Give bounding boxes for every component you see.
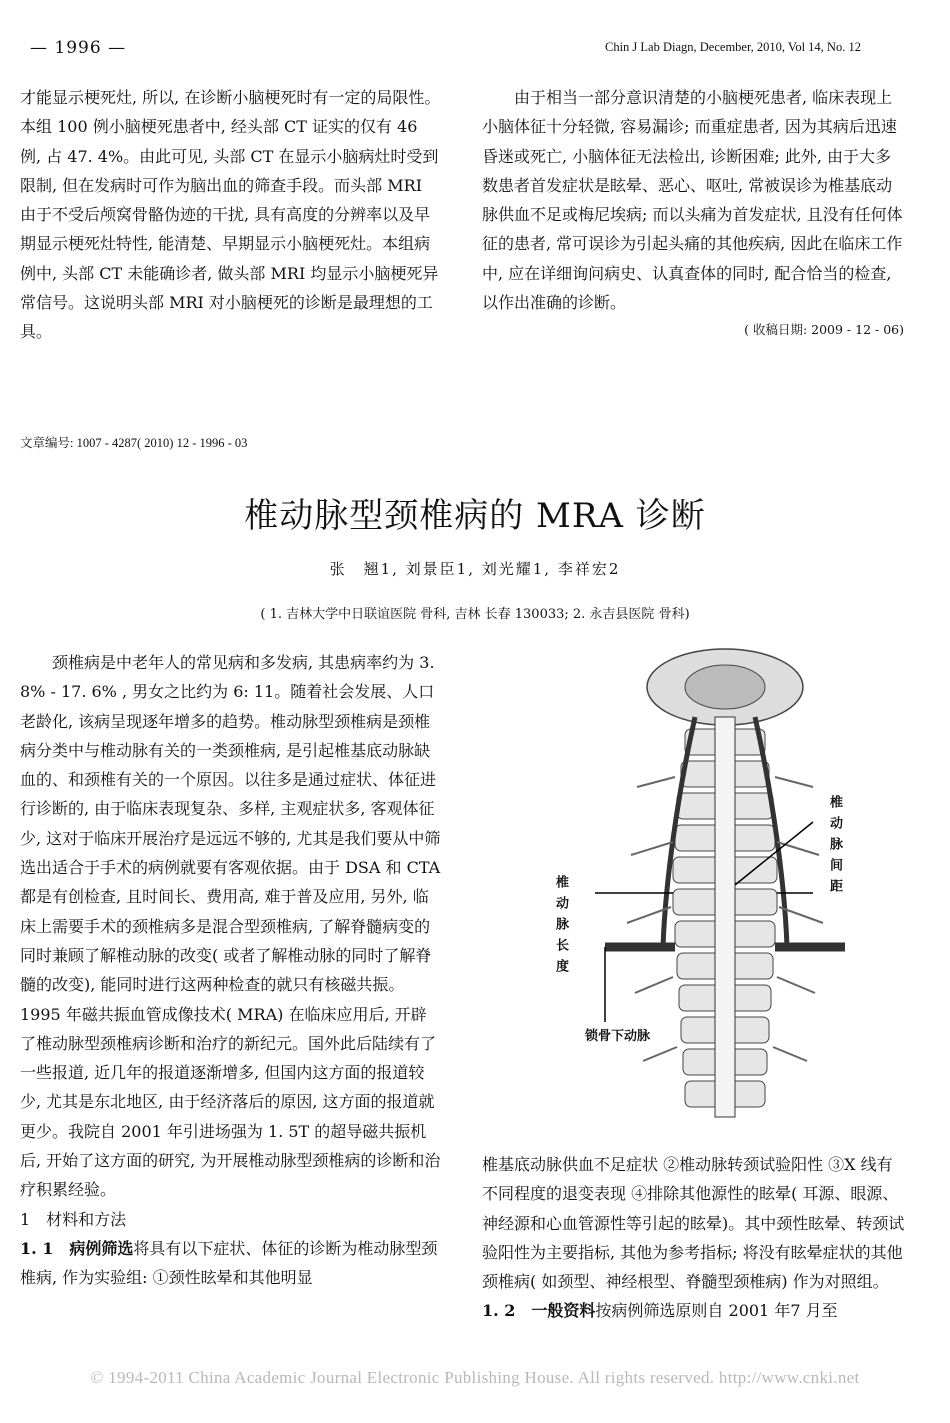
top-left-column xyxy=(20,83,442,347)
affiliation: ( 1. 吉林大学中日联谊医院 骨科, 吉林 长春 130033; 2. 永吉县医院 骨科) xyxy=(260,607,690,622)
body-left-column xyxy=(20,648,442,1293)
section-1-2-heading: 1. 2 一般资料 xyxy=(482,1301,596,1321)
label-artery-length: 椎动脉长度 xyxy=(553,875,568,980)
section-1-2-text: 按病例筛选原则自 2001 年7 月至 xyxy=(595,1301,838,1321)
spine-illustration xyxy=(545,647,905,1127)
vertebral-artery-figure xyxy=(545,647,905,1127)
intro-paragraph: 颈椎病是中老年人的常见病和多发病, 其患病率约为 3. 8% - 17. 6% , 男女之比约为 6: 11。随着社会发展、人口老龄化, 该病呈现逐年增多的趋势。椎动脉型颈椎病是颈椎病分类中与椎动脉有关的一类颈椎病, 是引起椎基底动脉缺血的、和颈椎有关的一个原因。以往多是通过症状、体征进行诊断的, 由于临床表现复杂、多样, 主观症状多, 客观体征少, 这对于临床开展治疗是远远不够的, 尤其是我们要从中筛选出适合于手术的病例就要有客观依据。由于 DSA 和 CTA 都是有创检查, 且时间长、费用高, 难于普及应用, 另外, 临床上需要手术的颈椎病多是混合型颈椎病, 了解脊髓病变的同时兼顾了解椎动脉的改变( 或者了解椎动脉的同时了解脊髓的改变), 能同时进行这两种检查的就只有核磁共振。1995 年磁共振血管成像技术( MRA) 在临床应用后, 开辟了椎动脉型颈椎病诊断和治疗的新纪元。国外此后陆续有了一些报道, 近几年的报道逐渐增多, 但国内这方面的报道较少, 尤其是东北地区, 由于经济落后的原因, 这方面的报道就更少。我院自 2001 年引进场强为 1. 5T 的超导磁共振机后, 开始了这方面的研究, 为开展椎动脉型颈椎病的诊断和治疗积累经验。 xyxy=(20,653,441,1200)
article-number: 文章编号: 1007 - 4287( 2010) 12 - 1996 - 03 xyxy=(20,436,248,450)
top-right-column xyxy=(482,83,904,341)
section-1-1-text: 将具有以下症状、体征的诊断为椎动脉型颈椎病, 作为实验组: ①颈性眩晕和其他明显 xyxy=(20,1238,438,1288)
top-left-paragraph: 才能显示梗死灶, 所以, 在诊断小脑梗死时有一定的局限性。本组 100 例小脑梗死患者中, 经头部 CT 证实的仅有 46 例, 占 47. 4%。由此可见, 头部 CT 在显示小脑病灶时受到限制, 但在发病时可作为脑出血的筛查手段。而头部 MRI 由于不受后颅窝骨骼伪迹的干扰, 具有高度的分辨率以及早期显示梗死灶特性, 能清楚、早期显示小脑梗死灶。本组病例中, 头部 CT 未能确诊者, 做头部 MRI 均显示小脑梗死异常信号。这说明头部 MRI 对小脑梗死的诊断是最理想的工具。 xyxy=(20,88,441,342)
article-title: 椎动脉型颈椎病的 MRA 诊断 xyxy=(244,496,706,536)
page-number: — 1996 — xyxy=(30,38,127,58)
section-1-heading: 1 材料和方法 xyxy=(20,1209,127,1229)
copyright-footer: © 1994-2011 China Academic Journal Electronic Publishing House. All rights reserved. http://www.cnki.net xyxy=(90,1368,860,1387)
label-subclavian-artery: 锁骨下动脉 xyxy=(585,1029,651,1044)
section-1-1-heading: 1. 1 病例筛选 xyxy=(20,1238,134,1258)
label-artery-distance: 椎动脉间距 xyxy=(827,795,842,900)
body-right-column xyxy=(482,1150,906,1326)
top-right-paragraph: 由于相当一部分意识清楚的小脑梗死患者, 临床表现上小脑体征十分轻微, 容易漏诊; 而重症患者, 因为其病后迅速昏迷或死亡, 小脑体征无法检出, 诊断困难; 此外, 由于大多数患者首发症状是眩晕、恶心、呕吐, 常被误诊为椎基底动脉供血不足或梅尼埃病; 而以头痛为首发症状, 且没有任何体征的患者, 常可误诊为引起头痛的其他疾病, 因此在临床工作中, 应在详细询问病史、认真查体的同时, 配合恰当的检查, 以作出准确的诊断。 xyxy=(482,88,903,313)
received-date: ( 收稿日期: 2009 - 12 - 06) xyxy=(744,322,904,338)
criteria-continued: 椎基底动脉供血不足症状 ②椎动脉转颈试验阳性 ③X 线有不同程度的退变表现 ④排除其他源性的眩晕( 耳源、眼源、神经源和心血管源性等引起的眩晕)。其中颈性眩晕、转颈试验阳性为主要指标, 其他为参考指标; 将没有眩晕症状的其他颈椎病( 如颈型、神经根型、脊髓型颈椎病) 作为对照组。 xyxy=(482,1155,905,1292)
journal-header: Chin J Lab Diagn, December, 2010, Vol 14, No. 12 xyxy=(605,40,861,54)
authors: 张 翘1, 刘景臣1, 刘光耀1, 李祥宏2 xyxy=(329,560,621,578)
